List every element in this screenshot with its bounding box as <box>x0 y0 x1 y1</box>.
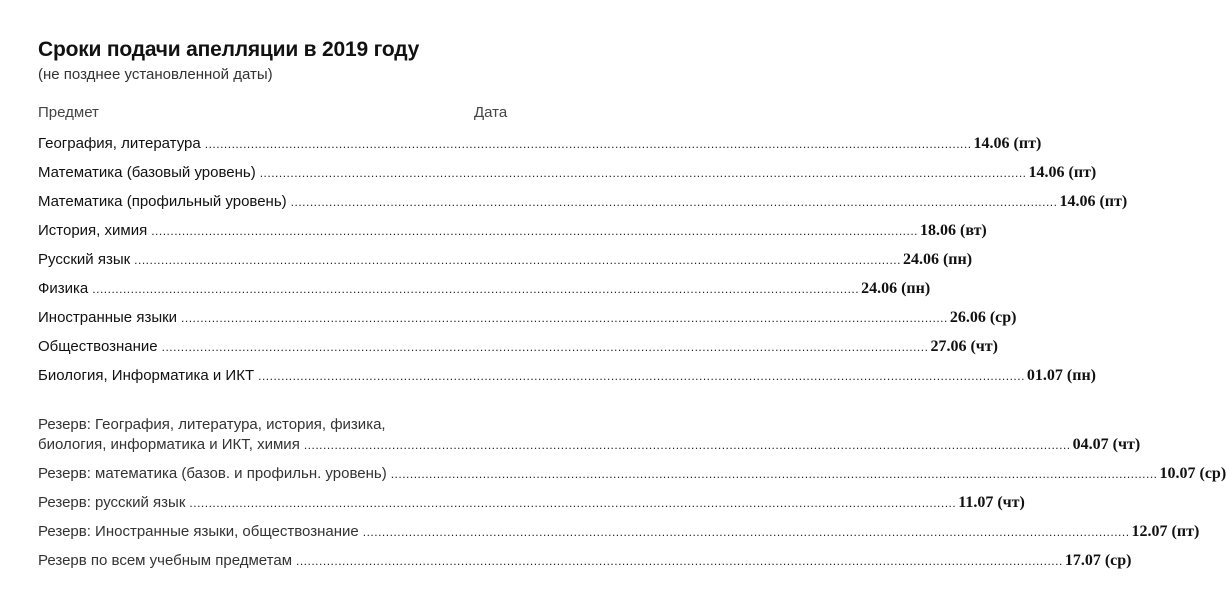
appeal-date: 27.06 (чт) <box>930 338 998 355</box>
subject-label: Резерв: русский язык <box>38 494 186 511</box>
appeal-date: 14.06 (пт) <box>1028 164 1097 181</box>
page-subtitle: (не позднее установленной даты) <box>38 66 273 83</box>
appeal-date: 11.07 (чт) <box>958 494 1025 511</box>
appeal-date: 01.07 (пн) <box>1026 367 1096 384</box>
appeal-date: 12.07 (пт) <box>1131 523 1200 540</box>
appeal-date: 04.07 (чт) <box>1072 436 1141 453</box>
schedule-row <box>38 251 973 269</box>
dot-leader: ........................................................................................................................................................................................................ <box>134 253 901 267</box>
appeal-date: 24.06 (пн) <box>861 280 931 297</box>
column-header-subject: Предмет <box>38 104 99 121</box>
subject-label: Математика (профильный уровень) <box>38 193 287 210</box>
dot-leader: ........................................................................................................................................................................................................ <box>181 311 948 325</box>
appeal-date: 24.06 (пн) <box>902 251 973 268</box>
schedule-row <box>38 309 1017 327</box>
dot-leader: ........................................................................................................................................................................................................ <box>259 166 1027 180</box>
column-header-date: Дата <box>474 104 508 121</box>
subject-label: Русский язык <box>38 251 131 268</box>
appeal-date: 18.06 (вт) <box>920 222 987 239</box>
reserve-row <box>38 552 1132 570</box>
reserve-row <box>38 436 1141 454</box>
appeal-date: 26.06 (ср) <box>949 309 1017 326</box>
subject-label: биология, информатика и ИКТ, химия <box>38 436 300 453</box>
subject-label: Обществознание <box>38 338 158 355</box>
reserve-row <box>38 465 1226 483</box>
dot-leader: ........................................................................................................................................................................................................ <box>258 369 1025 383</box>
appeal-date: 17.07 (ср) <box>1064 552 1132 569</box>
schedule-row <box>38 164 1097 182</box>
reserve-subject-line1: Резерв: География, литература, история, физика, <box>38 416 386 433</box>
subject-label: География, литература <box>38 135 201 152</box>
reserve-row <box>38 523 1200 541</box>
schedule-row <box>38 338 998 356</box>
schedule-row <box>38 135 1042 153</box>
reserve-row <box>38 494 1025 512</box>
appeal-date: 14.06 (пт) <box>1059 193 1128 210</box>
dot-leader: ........................................................................................................................................................................................................ <box>362 525 1130 539</box>
appeal-date: 14.06 (пт) <box>973 135 1042 152</box>
subject-label: Резерв: математика (базов. и профильн. уровень) <box>38 465 387 482</box>
dot-leader: ........................................................................................................................................................................................................ <box>296 554 1063 568</box>
dot-leader: ........................................................................................................................................................................................................ <box>204 137 972 151</box>
subject-label: Иностранные языки <box>38 309 178 326</box>
subject-label: Физика <box>38 280 89 297</box>
dot-leader: ........................................................................................................................................................................................................ <box>390 467 1158 481</box>
dot-leader: ........................................................................................................................................................................................................ <box>303 438 1071 452</box>
page-title: Сроки подачи апелляции в 2019 году <box>38 38 420 61</box>
subject-label: Резерв по всем учебным предметам <box>38 552 293 569</box>
dot-leader: ........................................................................................................................................................................................................ <box>151 224 918 238</box>
appeal-date: 10.07 (ср) <box>1159 465 1226 482</box>
subject-label: Биология, Информатика и ИКТ <box>38 367 255 384</box>
dot-leader: ........................................................................................................................................................................................................ <box>290 195 1058 209</box>
subject-label: Математика (базовый уровень) <box>38 164 256 181</box>
dot-leader: ........................................................................................................................................................................................................ <box>92 282 860 296</box>
schedule-row <box>38 280 931 298</box>
dot-leader: ........................................................................................................................................................................................................ <box>189 496 957 510</box>
schedule-row <box>38 222 987 240</box>
subject-label: История, химия <box>38 222 148 239</box>
schedule-row <box>38 367 1096 385</box>
subject-label: Резерв: Иностранные языки, обществознание <box>38 523 359 540</box>
schedule-row <box>38 193 1128 211</box>
dot-leader: ........................................................................................................................................................................................................ <box>161 340 929 354</box>
